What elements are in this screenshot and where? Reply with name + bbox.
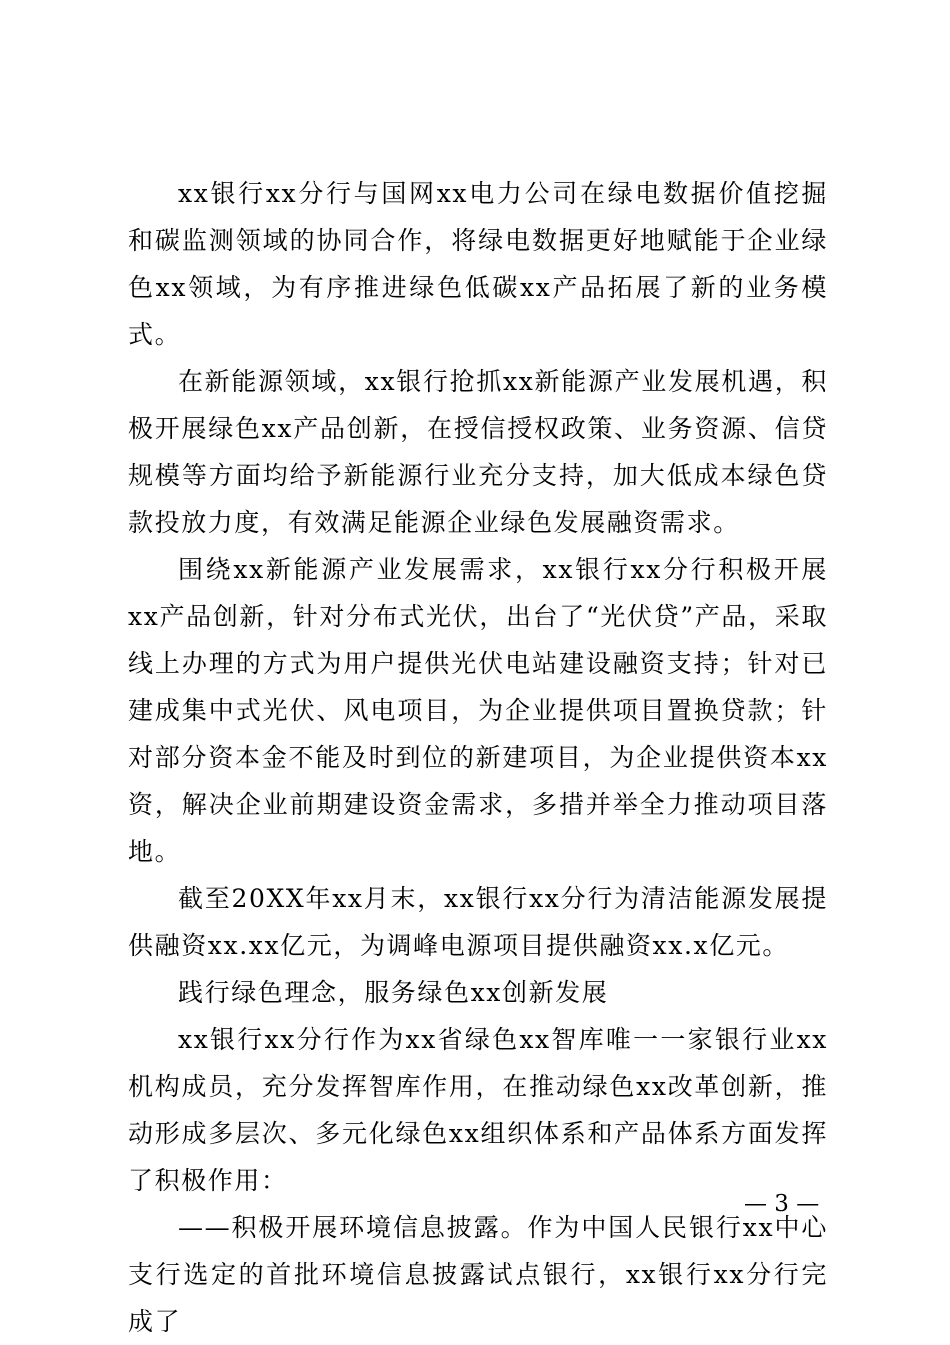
page-number: — 3 — [744, 1191, 820, 1217]
paragraph-1: xx银行xx分行与国网xx电力公司在绿电数据价值挖掘和碳监测领域的协同合作，将绿电数据更好地赋能于企业绿色xx领域，为有序推进绿色低碳xx产品拓展了新的业务模式。 [128, 179, 828, 349]
paragraph-5: xx银行xx分行作为xx省绿色xx智库唯一一家银行业xx机构成员，充分发挥智库作用，在推动绿色xx改革创新，推动形成多层次、多元化绿色xx组织体系和产品体系方面发挥了积极作用： [128, 1025, 828, 1195]
paragraph-6: ——积极开展环境信息披露。作为中国人民银行xx中心支行选定的首批环境信息披露试点银行，xx银行xx分行完成了 [128, 1213, 828, 1336]
paragraph-2: 在新能源领域，xx银行抢抓xx新能源产业发展机遇，积极开展绿色xx产品创新，在授信授权政策、业务资源、信贷规模等方面均给予新能源行业充分支持，加大低成本绿色贷款投放力度，有效满足能源企业绿色发展融资需求。 [128, 367, 828, 537]
paragraph-3: 围绕xx新能源产业发展需求，xx银行xx分行积极开展xx产品创新，针对分布式光伏，出台了“光伏贷”产品，采取线上办理的方式为用户提供光伏电站建设融资支持；针对已建成集中式光伏、风电项目，为企业提供项目置换贷款；针对部分资本金不能及时到位的新建项目，为企业提供资本xx资，解决企业前期建设资金需求，多措并举全力推动项目落地。 [128, 555, 828, 866]
section-heading: 践行绿色理念，服务绿色xx创新发展 [178, 978, 609, 1007]
document-body [128, 170, 828, 1345]
paragraph-4: 截至20XX年xx月末，xx银行xx分行为清洁能源发展提供融资xx.xx亿元，为调峰电源项目提供融资xx.x亿元。 [128, 884, 828, 960]
